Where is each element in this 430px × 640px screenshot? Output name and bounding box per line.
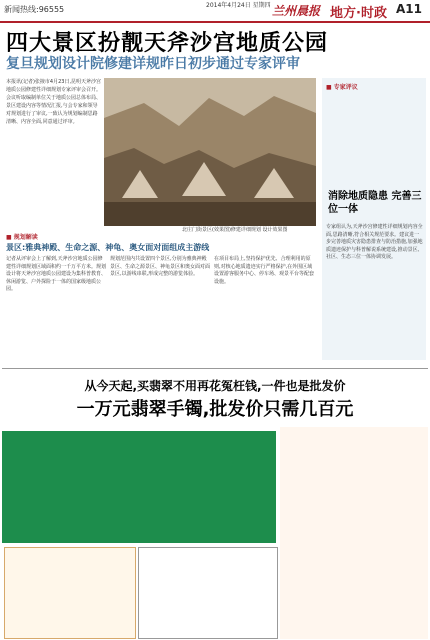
- article-headline: 四大景区扮靓天斧沙宫地质公园: [6, 31, 329, 56]
- body-column-1: 记者从评审会上了解到,天斧沙宫地质公园修建性详细规划区域面积约一千万平方米。规划设计将天斧沙宫地质公园建设为集科普教育、休闲游览、户外探险于一体的国家级地质公园。: [6, 256, 107, 292]
- ad-green-banner: [2, 431, 276, 543]
- page-header: [0, 0, 430, 22]
- sidebar-title: 消除地质隐患 完善三位一体: [328, 191, 422, 215]
- header-divider: [0, 21, 430, 23]
- section-name: 地方·时政: [330, 6, 387, 21]
- expert-review-sidebar: [322, 78, 426, 360]
- section-tag: ■ 规划解读: [6, 234, 38, 241]
- article-subheadline: 复旦规划设计院修建详规昨日初步通过专家评审: [6, 56, 300, 72]
- issue-date: 2014年4月24日 星期四: [206, 2, 271, 9]
- hotline-text: 新闻热线:96555: [4, 5, 65, 14]
- ad-right-panel: [280, 427, 428, 639]
- ad-top-line: 从今天起,买翡翠不用再花冤枉钱,一件也是批发价: [84, 379, 346, 393]
- newspaper-logo: 兰州晨报: [272, 4, 321, 18]
- sidebar-tag: ■ 专家评议: [326, 84, 358, 91]
- article-photo: [104, 78, 316, 226]
- page-number: A11: [396, 2, 422, 16]
- article-lead: 本报讯(记者)张掖市4月23日,昆明天斧沙宫地质公园修建性详细规划专家评审会召开。会议听取编制单位关于地质公园总体布局、景区建设内容等情况汇报,与会专家和领导对规划进行了审议,一致认为规划编制思路清晰、内容全面,同意通过评审。: [6, 79, 102, 125]
- ad-box-wholesale: [4, 547, 136, 639]
- body-column-2: 规划范围内共设置四个景区,分别为雅典神殿景区、生命之源景区、神龟景区和奥女面对面景区,以游线串联,形成完整的游览体验。: [110, 256, 211, 277]
- ad-main-line: 一万元翡翠手镯,批发价只需几百元: [76, 399, 354, 420]
- article-subtitle: 景区:雅典神殿、生命之源、神龟、奥女面对面组成主游线: [6, 243, 210, 252]
- photo-caption: 北庄门街景区(效果图)修建详细规划 设计效果图: [182, 227, 288, 233]
- sidebar-body: 专家组认为,天斧沙宫修建性详细规划内容全面,思路清晰,符合相关规范要求。建议进一步完善地质灾害隐患排查与防治措施,加强地质遗迹保护与科普解说系统建设,推动景区、社区、生态三位一体协调发展。: [326, 224, 423, 260]
- body-column-3: 在项目布局上,坚持保护优先、合理利用的原则,对核心地质遗迹实行严格保护,在外围区域设置游客服务中心、停车场、观景平台等配套设施。: [214, 256, 315, 285]
- ad-box-store: [138, 547, 278, 639]
- jade-advertisement: [2, 368, 428, 638]
